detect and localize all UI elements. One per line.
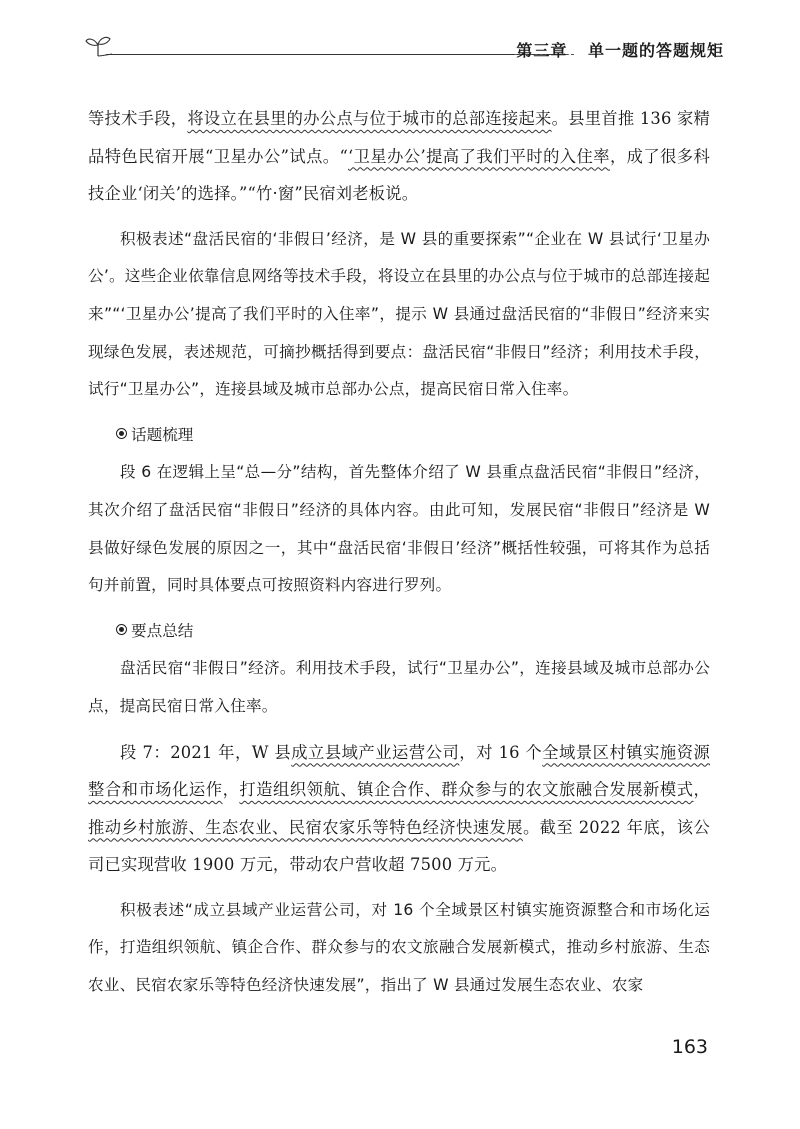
heading-text: 话题梳理	[131, 425, 194, 444]
highlighted-text: 推动乡村旅游、生态农业、民宿农家乐等特色经济快速发展	[88, 817, 523, 837]
text-run: ，成了很多科技企业‘闭关’的选择。”“竹·窗”民宿刘老板说。	[88, 146, 711, 204]
chapter-title	[516, 38, 724, 61]
running-header	[84, 34, 724, 64]
header-rule	[106, 54, 568, 55]
heading-text: 要点总结	[131, 621, 194, 640]
text-run: ，	[693, 780, 711, 800]
text-run: ，	[222, 780, 240, 800]
highlighted-text: 成立县域产业运营公司	[291, 742, 460, 762]
paragraph-3: 段 6 在逻辑上呈“总—分”结构，首先整体介绍了 W 县重点盘活民宿“非假日”经济，其次介绍了盘活民宿“非假日”经济的具体内容。由此可知，发展民宿“非假日”经济是 W 县做好绿色发展的原因之一，其中“盘活民宿‘非假日’经济”概括性较强，可将其作为总括句并前置，同时具体要点可按照资料内容进行罗列。	[88, 463, 710, 595]
highlighted-text: 打造组织领航、镇企合作、群众参与的农文旅融合发展新模式	[239, 780, 694, 800]
text-run: 。截至 2022 年底，该公司已实现营收 1900 万元，带动农户营收超 7500 万元。	[88, 817, 710, 875]
heading-topic-review	[88, 417, 710, 455]
paragraph-6: 积极表述“成立县域产业运营公司，对 16 个全域景区村镇实施资源整合和市场化运作，打造组织领航、镇企合作、群众参与的农文旅融合发展新模式，推动乡村旅游、生态农业、民宿农家乐等特色经济快速发展”，指出了 W 县通过发展生态农业、农家	[88, 900, 710, 995]
heading-summary	[88, 613, 710, 651]
text-run: 等技术手段，	[88, 109, 188, 128]
chapter-number: 第三章	[516, 41, 568, 60]
paragraph-1	[88, 100, 710, 213]
page-number: 163	[671, 1036, 708, 1058]
bullet-icon	[116, 428, 127, 439]
highlighted-text: 全域景区村镇实施资源整合和市场化运作	[88, 742, 710, 800]
paragraph-5	[88, 734, 710, 884]
text-run: 。县里首推 136 家精品特色民宿开展“卫星办公”试点。“	[88, 109, 711, 166]
paragraph-4: 盘活民宿“非假日”经济。利用技术手段，试行“卫星办公”，连接县域及城市总部办公点，提高民宿日常入住率。	[88, 659, 710, 715]
bullet-icon	[116, 624, 127, 635]
main-body	[88, 100, 710, 1005]
text-run: 段 7：2021 年，W 县	[120, 742, 292, 762]
paragraph-2: 积极表述“盘活民宿的‘非假日’经济，是 W 县的重要探索”“企业在 W 县试行‘卫星办公’。这些企业依靠信息网络等技术手段，将设立在县里的办公点与位于城市的总部连接起来”“‘卫星办公’提高了我们平时的入住率”，提示 W 县通过盘活民宿的“非假日”经济来实现绿色发展，表述规范，可摘抄概括得到要点：盘活民宿“非假日”经济；利用技术手段，试行“卫星办公”，连接县域及城市总部办公点，提高民宿日常入住率。	[88, 229, 710, 399]
text-run: ，对 16 个	[459, 742, 543, 762]
section-title: 单一题的答题规矩	[587, 41, 724, 60]
highlighted-text: ‘卫星办公’提高了我们平时的入住率	[348, 146, 610, 166]
highlighted-text: 将设立在县里的办公点与位于城市的总部连接起来	[187, 109, 552, 128]
